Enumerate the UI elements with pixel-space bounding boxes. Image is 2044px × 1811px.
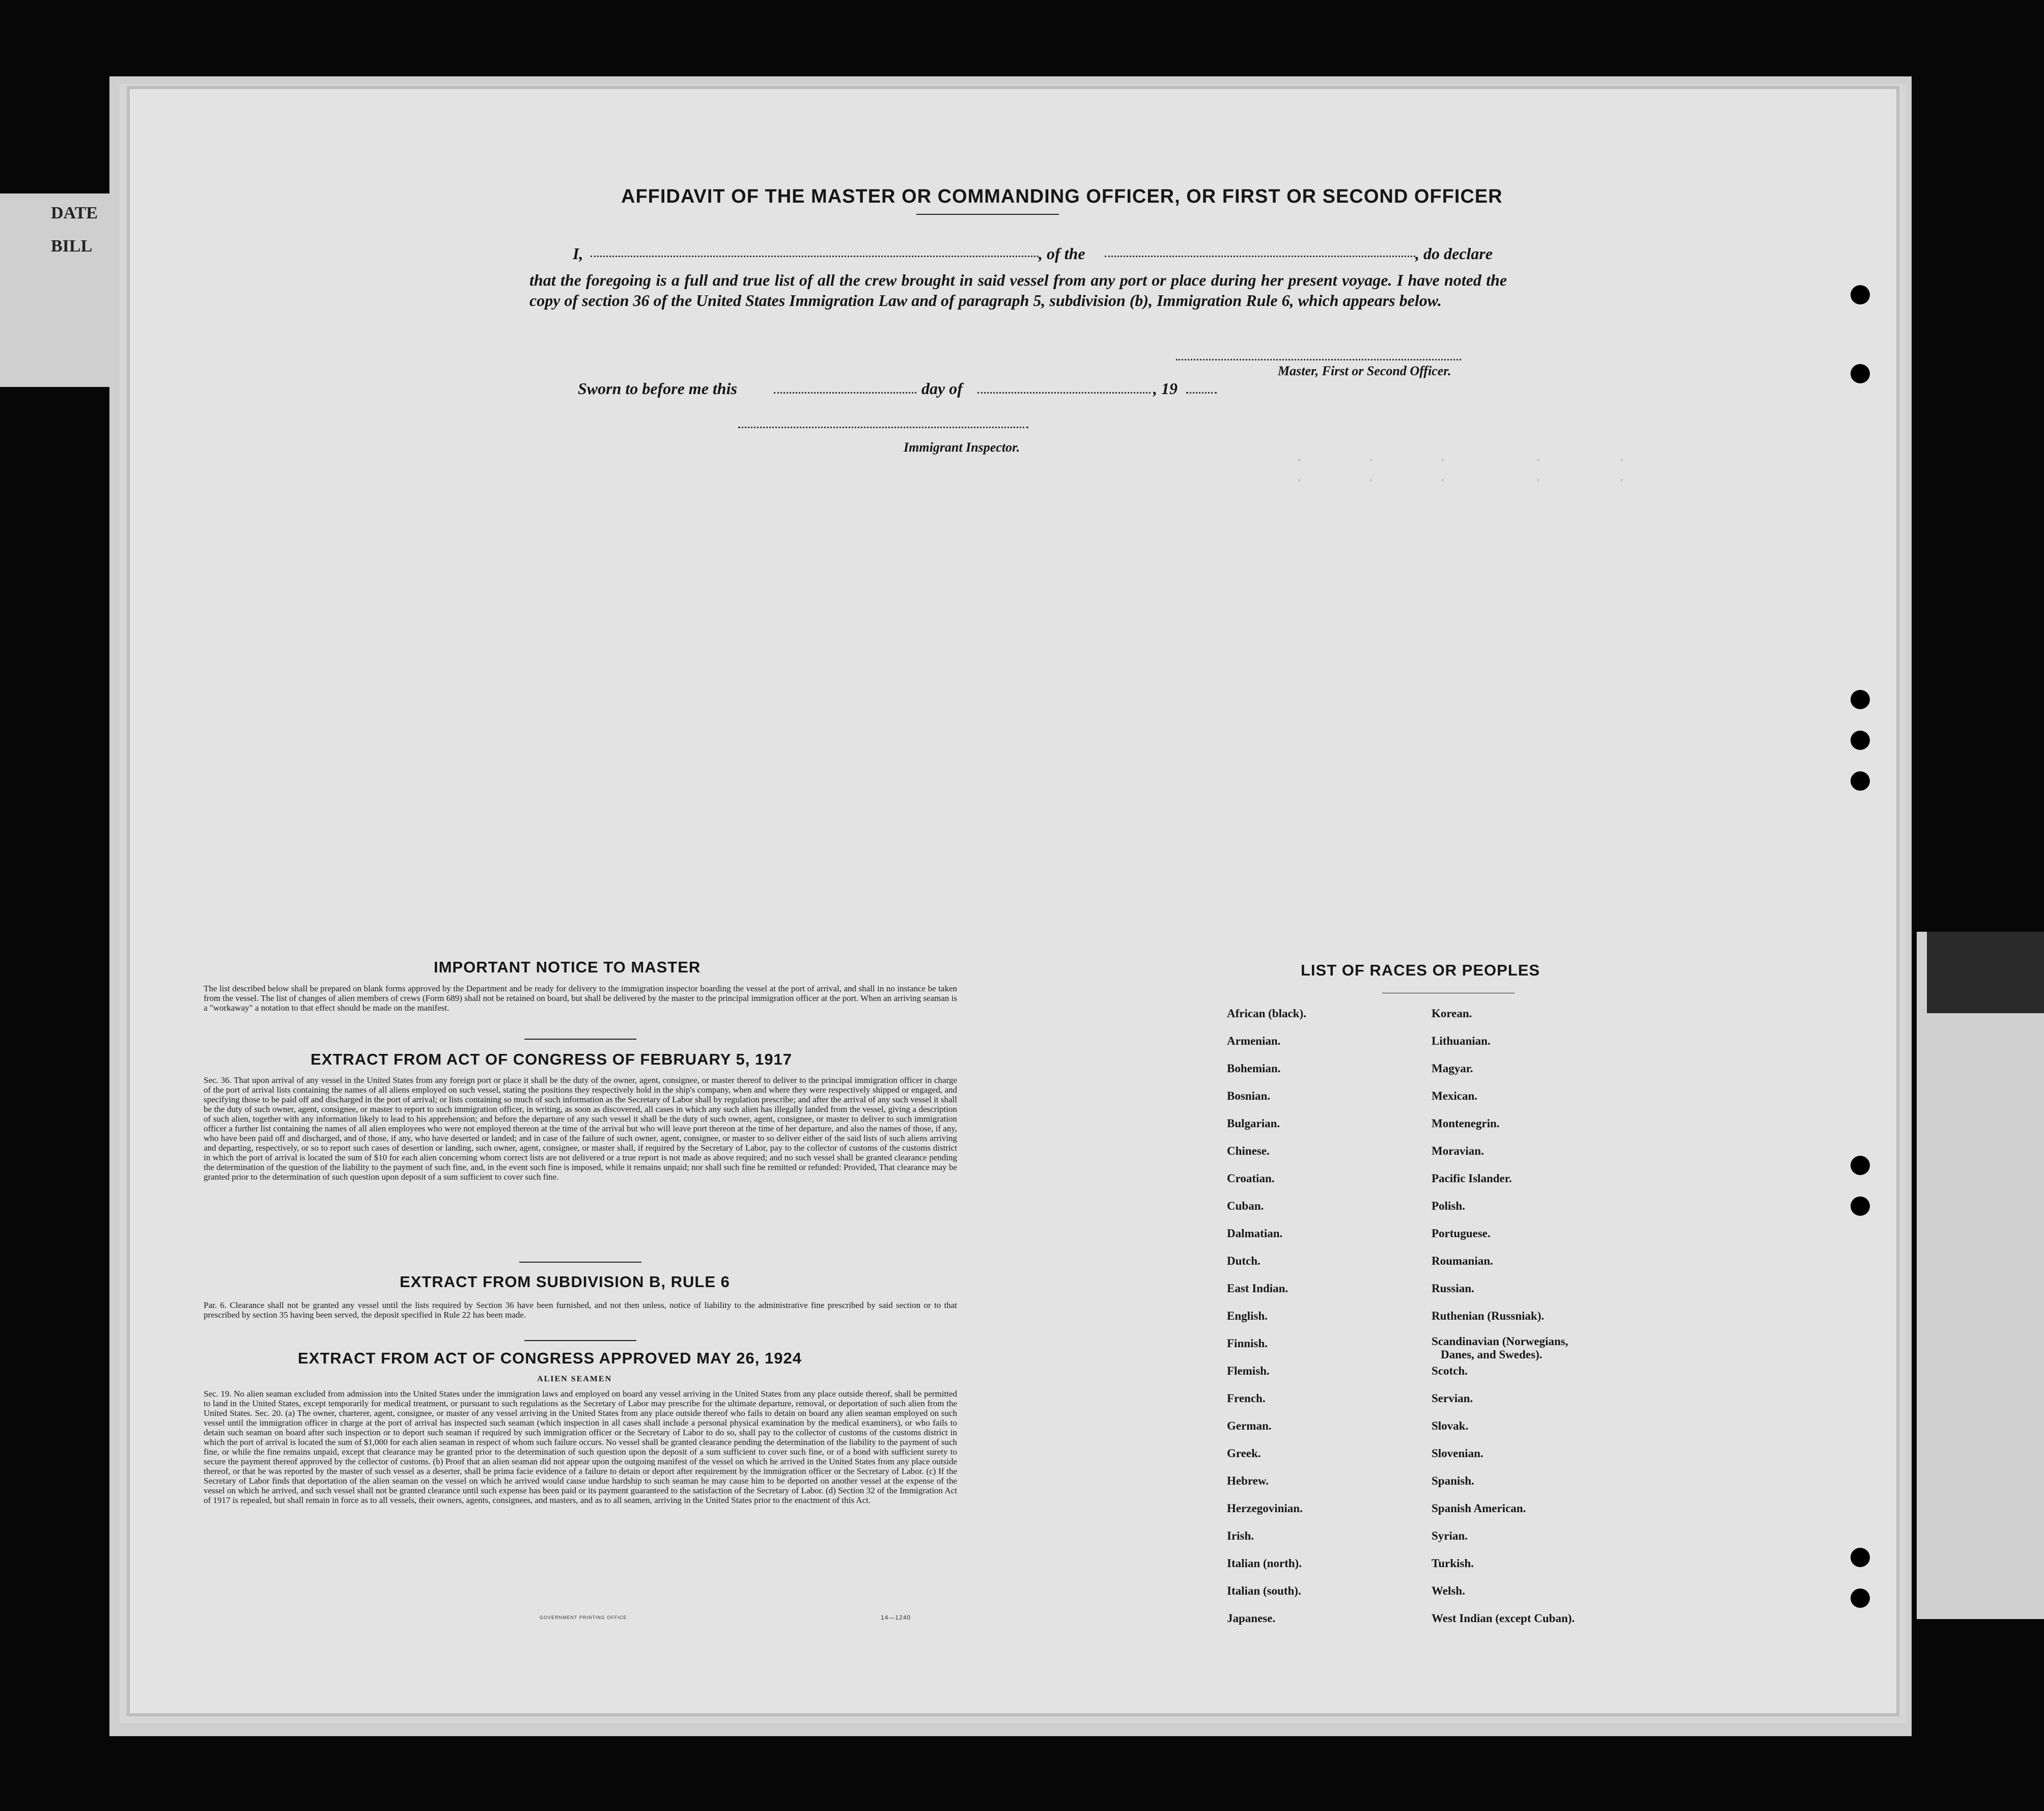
race-item: Flemish.	[1227, 1364, 1270, 1377]
race-item: Scotch.	[1432, 1364, 1468, 1377]
race-item: Italian (south).	[1227, 1584, 1301, 1597]
race-item: Spanish American.	[1432, 1502, 1526, 1515]
punch-hole-5	[1851, 771, 1870, 791]
race-item: Slovak.	[1432, 1419, 1469, 1432]
extract-rule6-rule	[524, 1340, 636, 1341]
form-number: 14—1240	[881, 1614, 911, 1621]
punch-hole-1	[1851, 285, 1870, 304]
affidavit-title: AFFIDAVIT OF THE MASTER OR COMMANDING OFFICER, OR FIRST OR SECOND OFFICER	[621, 186, 1503, 207]
race-item: Syrian.	[1432, 1529, 1468, 1542]
race-item: Armenian.	[1227, 1035, 1281, 1047]
race-item: English.	[1227, 1310, 1268, 1322]
race-item: Italian (north).	[1227, 1557, 1302, 1570]
sworn-day-blank[interactable]	[774, 392, 916, 394]
race-item: Spanish.	[1432, 1474, 1474, 1487]
race-item: Scandinavian (Norwegians,	[1432, 1335, 1569, 1348]
race-item: Magyar.	[1432, 1062, 1473, 1075]
extract-1924-text: Sec. 19. No alien seaman excluded from admission into the United States under the immigration laws and employed on board any vessel arriving in the United States from any place outside thereof, shall be permitted to land in the United States, except temporarily for medical treatment, or pursuant to such regulations as the Secretary of Labor may prescribe for the ultimate departure, removal, or deportation of such alien from the United States. Sec. 20. (a) The owner, charterer, agent, consignee, or master of any vessel arriving in the United States from any place outside thereof who fails to detain on board any alien seaman employed on such vessel until the immigration officer in charge at the port of arrival has inspected such seaman (which inspection in all cases shall include a personal physical examination by the medical examiners), or who fails to detain such seaman on board after such inspection or to deport such seaman if required by such immigration officer or the Secretary of Labor to do so, shall pay to the collector of customs of the customs district in which the port of arrival is located the sum of $1,000 for each alien seaman in respect of whom such failure occurs. No vessel shall be granted clearance pending the determination of the liability to the payment of such fine, or while the fine remains unpaid, except that clearance may be granted prior to the determination of such question upon the deposit of a sum sufficient to cover such fine, or of a bond with sufficient surety to secure the payment thereof approved by the collector of customs. (b) Proof that an alien seaman did not appear upon the outgoing manifest of the vessel on which he arrived in the United States from any place outside thereof, or that he was reported by the master of such vessel as a deserter, shall be prima facie evidence of a failure to detain or deport after requirement by the immigration officer or the Secretary of Labor. (c) If the Secretary of Labor finds that deportation of the alien seaman on the vessel on which he arrived would cause undue hardship to such seaman he may cause him to be deported on another vessel at the expense of the vessel on which he arrived, and such vessel shall not be granted clearance until such expense has been paid or its payment guaranteed to the satisfaction of the Secretary of Labor. (d) Section 32 of the Immigration Act of 1917 is repealed, but shall remain in force as to all vessels, their owners, agents, consignees, and masters, and as to all seamen, arriving in the United States prior to the enactment of this Act.	[204, 1389, 957, 1505]
race-item: Turkish.	[1432, 1557, 1474, 1570]
punch-hole-8	[1851, 1548, 1870, 1567]
affidavit-vessel-blank[interactable]	[1105, 256, 1415, 257]
punch-hole-7	[1851, 1196, 1870, 1216]
printer-imprint: GOVERNMENT PRINTING OFFICE	[540, 1615, 627, 1620]
race-item: Montenegrin.	[1432, 1117, 1500, 1130]
left-edge-date: DATE	[51, 204, 98, 222]
race-item: Ruthenian (Russniak).	[1432, 1310, 1545, 1322]
affidavit-name-blank[interactable]	[591, 256, 1039, 257]
race-item: German.	[1227, 1419, 1272, 1432]
race-item: West Indian (except Cuban).	[1432, 1612, 1575, 1625]
punch-hole-6	[1851, 1156, 1870, 1175]
sworn-day-of: day of	[921, 379, 963, 398]
race-item: Dutch.	[1227, 1255, 1261, 1267]
race-item: African (black).	[1227, 1007, 1306, 1020]
affidavit-do-declare: , do declare	[1415, 244, 1493, 263]
master-signature-line[interactable]	[1176, 359, 1461, 360]
sworn-label: Sworn to before me this	[578, 379, 737, 398]
race-item: Portuguese.	[1432, 1227, 1491, 1240]
race-item: Dalmatian.	[1227, 1227, 1283, 1240]
race-item: Croatian.	[1227, 1172, 1275, 1185]
inspector-signature-line[interactable]	[738, 427, 1028, 428]
affidavit-i-label: I,	[573, 244, 583, 263]
right-edge-dark-tab	[1927, 932, 2044, 1013]
notice-rule	[524, 1039, 636, 1040]
sworn-year-blank[interactable]	[1186, 392, 1217, 394]
alien-seamen-subtitle: ALIEN SEAMEN	[537, 1375, 612, 1383]
affidavit-title-rule	[916, 214, 1059, 215]
extract-rule6-title: EXTRACT FROM SUBDIVISION B, RULE 6	[400, 1273, 730, 1291]
race-item: Irish.	[1227, 1529, 1254, 1542]
race-item: Welsh.	[1432, 1584, 1465, 1597]
race-item-continued: Danes, and Swedes).	[1441, 1348, 1543, 1361]
race-item: Korean.	[1432, 1007, 1472, 1020]
race-item: French.	[1227, 1392, 1266, 1405]
race-item: Hebrew.	[1227, 1474, 1269, 1487]
race-item: Cuban.	[1227, 1200, 1264, 1212]
race-item: Polish.	[1432, 1200, 1465, 1212]
extract-rule6-text: Par. 6. Clearance shall not be granted any vessel until the lists required by Section 36 have been furnished, and not then unless, notice of liability to the administrative fine prescribed by said section or to that prescribed by section 35 having been served, the deposit specified in Rule 22 has been made.	[204, 1300, 957, 1320]
race-item: East Indian.	[1227, 1282, 1289, 1295]
extract-1917-title: EXTRACT FROM ACT OF CONGRESS OF FEBRUARY 5, 1917	[311, 1050, 792, 1068]
punch-hole-2	[1851, 364, 1870, 383]
race-item: Finnish.	[1227, 1337, 1268, 1350]
race-item: Lithuanian.	[1432, 1035, 1491, 1047]
notice-title: IMPORTANT NOTICE TO MASTER	[434, 958, 701, 976]
race-item: Russian.	[1432, 1282, 1474, 1295]
sworn-month-blank[interactable]	[977, 392, 1151, 394]
extract-1917-rule	[519, 1262, 641, 1263]
extract-1917-text: Sec. 36. That upon arrival of any vessel in the United States from any foreign port or place it shall be the duty of the owner, agent, consignee, or master thereof to deliver to the principal immigration officer in charge of the port of arrival lists containing the names of all aliens employed on such vessel, stating the positions they respectively hold in the ship's company, when and where they were respectively shipped or engaged, and specifying those to be paid off and discharged in the port of arrival; or lists containing so much of such information as the Secretary of Labor shall by regulation prescribe; and after the arrival of any such vessel it shall be the duty of such owner, agent, consignee, or master to report to such immigration officer, in writing, as soon as discovered, all cases in which any such alien has illegally landed from the vessel, giving a description of such alien, together with any information likely to lead to his apprehension; and before the departure of any such vessel it shall be the duty of such owner, agent, consignee, or master to deliver to such immigration officer a further list containing the names of all alien employees who were not employed thereon at the time of the arrival but who will leave port thereon at the time of her departure, and also the names of those, if any, who have been paid off and discharged, and of those, if any, who have deserted or landed; and in case of the failure of such owner, agent, consignee, or master to so deliver either of the said lists of such aliens arriving and departing, respectively, or so to report such cases of desertion or landing, such owner, agent, consignee, or master shall, if required by the Secretary of Labor, pay to the collector of customs of the customs district in which the port of arrival is located the sum of $10 for each alien concerning whom correct lists are not delivered or a true report is not made as above required; and no such vessel shall be granted clearance pending the determination of the question of the liability to the payment of such fine, and, in the event such fine is imposed, while it remains unpaid; nor shall such fine be remitted or refunded: Provided, That clearance may be granted prior to the determination of such question upon deposit of a sum sufficient to cover such fine.	[204, 1075, 957, 1182]
race-item: Pacific Islander.	[1432, 1172, 1512, 1185]
notice-text: The list described below shall be prepared on blank forms approved by the Department and be ready for delivery to the immigration inspector boarding the vessel at the port of arrival, and shall in no instance be taken from the vessel. The list of changes of alien members of crews (Form 689) shall not be retained on board, but shall be delivered by the master to the principal immigration officer at the port. When an arriving seaman is a "workaway" a notation to that effect should be made on the manifest.	[204, 984, 957, 1013]
race-item: Bosnian.	[1227, 1090, 1271, 1102]
race-item: Greek.	[1227, 1447, 1261, 1460]
race-item: Roumanian.	[1432, 1255, 1493, 1267]
race-item: Mexican.	[1432, 1090, 1478, 1102]
bleed-through-text: . . . . . . . . . .	[1294, 445, 1629, 486]
extract-1924-title: EXTRACT FROM ACT OF CONGRESS APPROVED MAY 26, 1924	[298, 1349, 802, 1367]
affidavit-of-the: , of the	[1039, 244, 1085, 263]
left-edge-stub	[0, 193, 117, 387]
race-item: Japanese.	[1227, 1612, 1276, 1625]
race-item: Bohemian.	[1227, 1062, 1281, 1075]
affidavit-body: that the foregoing is a full and true list of all the crew brought in said vessel from any port or place during her present voyage. I have noted the copy of section 36 of the United States Immigration Law and of paragraph 5, subdivision (b), Immigration Rule 6, which appears below.	[529, 271, 1507, 310]
right-edge-stub	[1917, 932, 2044, 1619]
left-edge-bill: BILL	[51, 237, 93, 256]
master-signature-label: Master, First or Second Officer.	[1278, 364, 1451, 378]
inspector-label: Immigrant Inspector.	[904, 440, 1020, 455]
race-item: Herzegovinian.	[1227, 1502, 1303, 1515]
race-item: Chinese.	[1227, 1145, 1270, 1157]
punch-hole-4	[1851, 731, 1870, 750]
race-item: Servian.	[1432, 1392, 1473, 1405]
races-title: LIST OF RACES OR PEOPLES	[1301, 961, 1541, 979]
race-item: Moravian.	[1432, 1145, 1484, 1157]
sworn-year-prefix: , 19	[1153, 379, 1178, 398]
punch-hole-3	[1851, 690, 1870, 709]
race-item: Slovenian.	[1432, 1447, 1483, 1460]
race-item: Bulgarian.	[1227, 1117, 1280, 1130]
punch-hole-9	[1851, 1589, 1870, 1608]
